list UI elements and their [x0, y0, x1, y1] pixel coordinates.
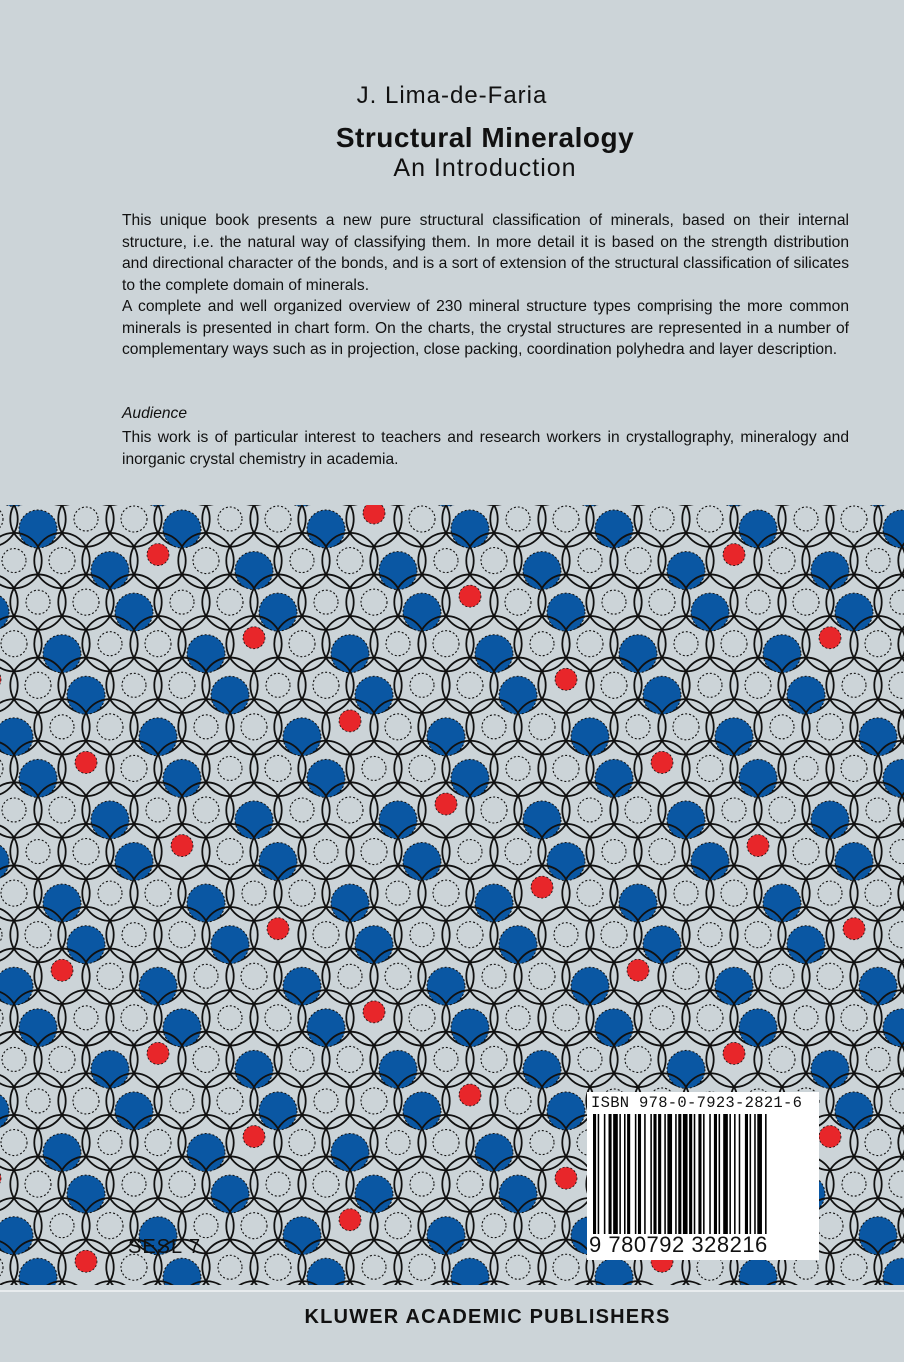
description	[122, 210, 849, 361]
isbn-text: ISBN 978-0-7923-2821-6	[591, 1094, 802, 1112]
barcode	[591, 1114, 817, 1234]
description-paragraph-2: A complete and well organized overview of 230 mineral structure types comprising the more common minerals is presented in chart form. On the charts, the crystal structures are represented in a number of complementary ways such as in projection, close packing, coordination polyhedra and layer description.	[122, 296, 849, 361]
description-paragraph-1: This unique book presents a new pure structural classification of minerals, based on their internal structure, i.e. the natural way of classifying them. In more detail it is based on the strength distribution and directional character of the bonds, and is a sort of extension of the structural classification of silicates to the complete domain of minerals.	[122, 210, 849, 296]
book-title: Structural Mineralogy	[0, 122, 904, 154]
author-name: J. Lima-de-Faria	[0, 82, 904, 110]
book-subtitle: An Introduction	[0, 154, 904, 183]
audience-text: This work is of particular interest to teachers and research workers in crystallography, mineralogy and inorganic crystal chemistry in academia.	[122, 427, 849, 470]
barcode-digits: 9 780792 328216	[589, 1232, 768, 1258]
series-label: SESL 7	[128, 1236, 201, 1259]
publisher-name: KLUWER ACADEMIC PUBLISHERS	[0, 1306, 904, 1329]
audience-heading: Audience	[122, 405, 187, 423]
isbn-barcode-box	[587, 1092, 819, 1260]
